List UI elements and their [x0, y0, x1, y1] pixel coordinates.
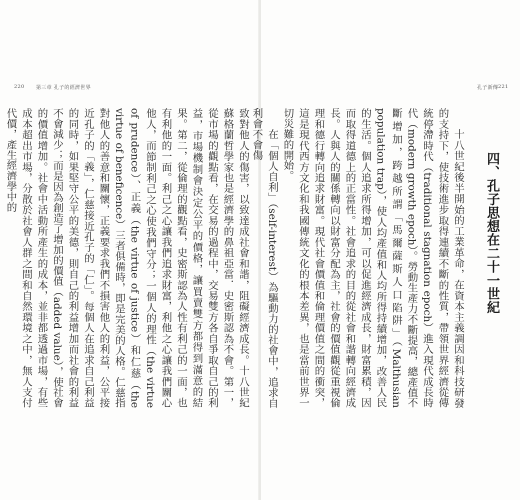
right-paragraph-2: 在「個人自利」（self-interest）為驅動力的社會中，追求自利會不會傷: [250, 108, 278, 408]
left-page: [0, 0, 259, 500]
left-body-text: [4, 108, 250, 408]
right-page-number: 221: [498, 84, 509, 90]
right-page: [250, 0, 520, 500]
right-paragraph-1: 十八世紀後半開始的工業革命，在資本主義調因和科技研發的支持下，使技術進步取得連續不斷的性質，帶領世界經濟從傳統停滯時代（traditional stagnation epoch）進入現代成長時代（modern growth epoch）。勞動生產力不斷提高，總產值不斷增加，跨越所謂「馬爾薩斯人口陷阱」（Malthusian population trap），使人均產值和人均所得持續增加，改善人民的生活。個人追求所得增加，可以促進經濟成長，財富累積，因而取得道德上的正當性。社會追求的目的從社會和諧轉向經濟成長。人與人的關係轉向以財富分配為主，社會的價值觀從重視倫理和德行轉向追求財富。現代社會價值和倫理價值之間的衝突，這是現代西方文化和我國傳統文化的根本差異，也是當前世界一切災難的開始。: [281, 108, 464, 408]
right-running-title: 孔子新傳: [477, 85, 499, 91]
left-page-number: 220: [14, 84, 25, 90]
section-heading: 四、孔子思想在二十一世紀: [484, 152, 499, 314]
left-running-title: 第三章 孔子的經濟世界: [36, 85, 91, 91]
right-body-text: [250, 108, 465, 408]
left-paragraph: 致對他人的傷害，以致達成社會和諧，阻礙經濟成長。十八世紀蘇格蘭哲學家也是經濟學的鼻祖亞當．史密斯認為不會。第一，從市場的觀點看，在交易的過程中，交易雙方各自爭取自己的利益，市場機制會決定公平的價格，讓買賣雙方都得到滿意的結果。第二，從倫理的觀點看，史密斯認為人性有利己的一面，也有利他的一面。利己之心讓我們追求財富，利他之心讓我們關心他人，而節制利己之心使我們守分；一個人的理性（the virtue of prudence）、正義（the virtue of justice）和仁慈（the virtue of beneficence）三者俱備時，即是完美的人格。仁慈指對他人的善意和關懷，正義要求我們不損害他人的利益，公平接近孔子的「義」，仁慈接近孔子的「仁」。每個人在追求自己利益的同時，如果堅守公平的美德，則自己的利益增加而社會的利益不會減少；而是因為創造了增加的價值（added value），使社會的價值增加。社會中活動所產生的成本，並非都透過市場，有些成本超出市場，分散於社會人群之間和自然環境之中，無人支付代價，產生經濟學中的: [4, 108, 249, 408]
